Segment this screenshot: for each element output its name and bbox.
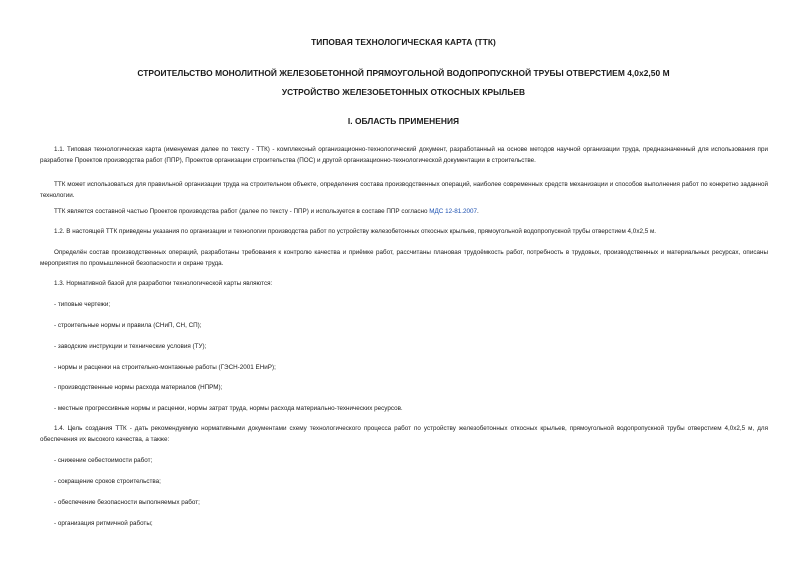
document-subtitle: СТРОИТЕЛЬСТВО МОНОЛИТНОЙ ЖЕЛЕЗОБЕТОННОЙ ПРЯМОУГОЛЬНОЙ ВОДОПРОПУСКНОЙ ТРУБЫ ОТВЕРСТИЕМ 4,0х2,50 М bbox=[137, 68, 670, 78]
paragraph-1-4: 1.4. Цель создания ТТК - дать рекомендуемую нормативными документами схему технологического процесса работ по устройству железобетонных откосных крыльев, прямоугольной водопропускной трубы отверстием 4,0х2,5 м, для обеспечения их высокого качества, а также: bbox=[40, 425, 768, 444]
paragraph-ttk-usage: ТТК может использоваться для правильной организации труда на строительном объекте, определения состава производственных операций, наиболее современных средств механизации и способов выполнения работ по конкретно заданной технологии. bbox=[40, 181, 768, 200]
list-item: - заводские инструкции и технические условия (ТУ); bbox=[54, 343, 207, 350]
paragraph-1-1: 1.1. Типовая технологическая карта (именуемая далее по тексту - ТТК) - комплексный организационно-технологический документ, разработанный на основе методов научной организации труда, предназначенный для использования при разработке Проектов производства работ (ППР), Проектов организации строительства (ПОС) и другой организационно-технологической документации в строительстве. bbox=[40, 146, 768, 165]
document-title: ТИПОВАЯ ТЕХНОЛОГИЧЕСКАЯ КАРТА (ТТК) bbox=[311, 37, 496, 47]
list-item: - типовые чертежи; bbox=[54, 301, 111, 308]
paragraph-ttk-ppr-text: ТТК является составной частью Проектов производства работ (далее по тексту - ППР) и используется в составе ППР согласно bbox=[54, 208, 430, 215]
list-item: - строительные нормы и правила (СНиП, СН, СП); bbox=[54, 322, 202, 329]
list-item: - организация ритмичной работы; bbox=[54, 520, 153, 527]
list-item: - производственные нормы расхода материалов (НПРМ); bbox=[54, 384, 223, 391]
paragraph-operations: Определён состав производственных операций, разработаны требования к контролю качества и приёмке работ, рассчитаны плановая трудоёмкость работ, потребность в трудовых, производственных и материальных ресурсах, описаны мероприятия по промышленной безопасности и охране труда. bbox=[40, 249, 768, 268]
paragraph-1-3: 1.3. Нормативной базой для разработки технологической карты являются: bbox=[54, 280, 273, 287]
list-item: - обеспечение безопасности выполняемых работ; bbox=[54, 499, 200, 506]
paragraph-ttk-ppr bbox=[40, 206, 768, 217]
paragraph-ttk-ppr-end: . bbox=[476, 208, 479, 215]
list-item: - сокращение сроков строительства; bbox=[54, 478, 161, 485]
section-heading: I. ОБЛАСТЬ ПРИМЕНЕНИЯ bbox=[347, 116, 460, 126]
mds-link[interactable]: МДС 12-81.2007 bbox=[429, 208, 477, 215]
list-item: - местные прогрессивные нормы и расценки, нормы затрат труда, нормы расхода материально-технических ресурсов. bbox=[54, 405, 403, 412]
paragraph-1-2: 1.2. В настоящей ТТК приведены указания по организации и технологии производства работ по устройству железобетонных откосных крыльев, прямоугольной водопропускной трубы отверстием 4,0х2,5 м. bbox=[54, 228, 657, 235]
list-item: - нормы и расценки на строительно-монтажные работы (ГЭСН-2001 ЕНиР); bbox=[54, 364, 276, 371]
document-subtitle-2: УСТРОЙСТВО ЖЕЛЕЗОБЕТОННЫХ ОТКОСНЫХ КРЫЛЬЕВ bbox=[281, 87, 526, 97]
list-item: - снижение себестоимости работ; bbox=[54, 457, 153, 464]
